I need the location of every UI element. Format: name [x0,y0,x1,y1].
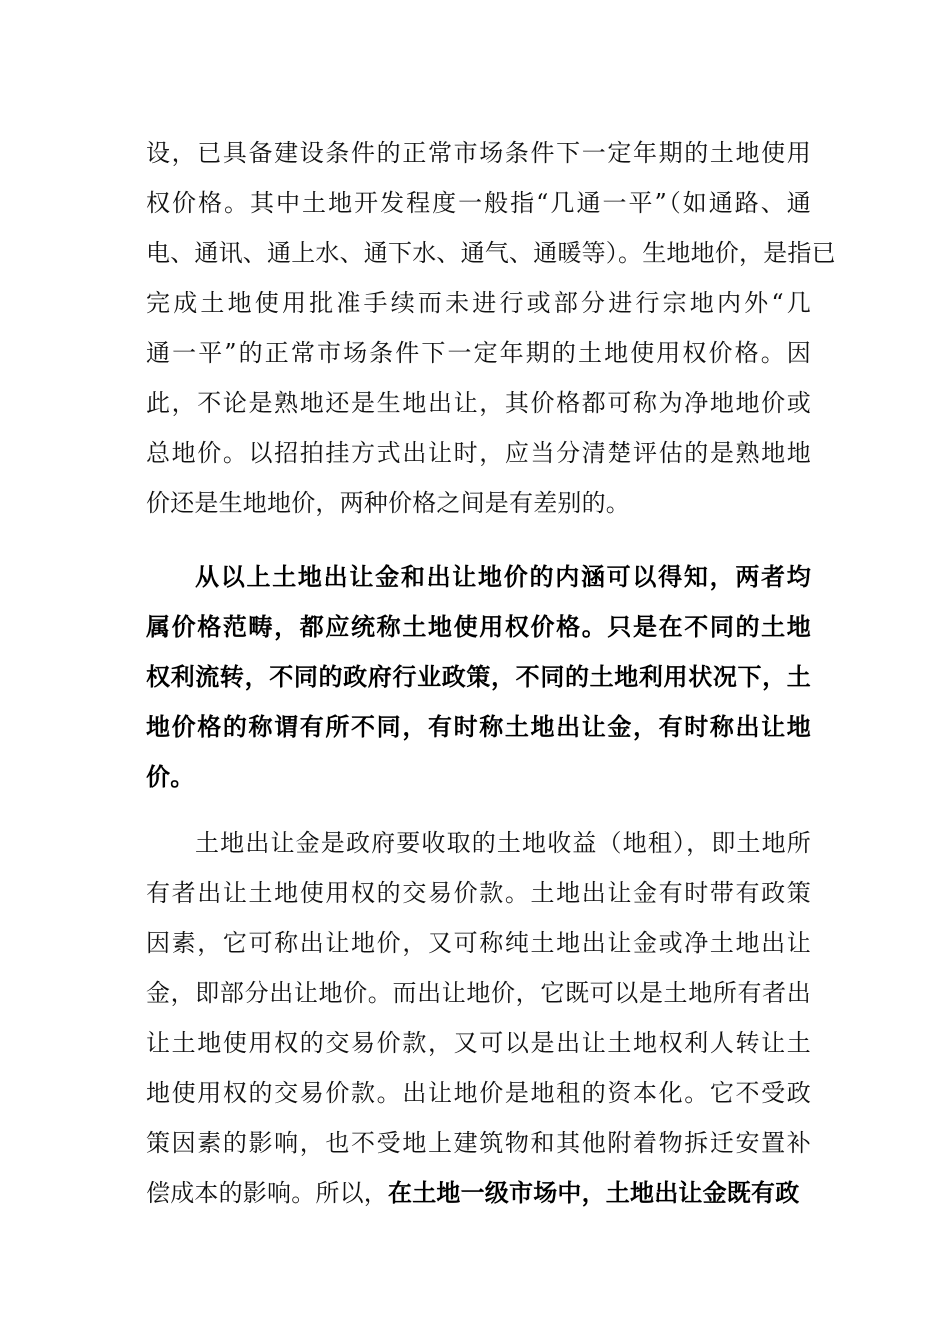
text-line: 因素，它可称出让地价，又可称纯土地出让金或净土地出让 [146,929,811,957]
text-line: 总地价。以招拍挂方式出让时，应当分清楚评估的是熟地地 [146,439,811,467]
text-line: 从以上土地出让金和出让地价的内涵可以得知，两者均 [195,562,811,591]
paragraph-bold-summary [146,552,811,802]
text-segment: 偿成本的影响。所以， [146,1179,388,1207]
paragraph-land-price-definition [146,128,836,528]
text-line: 通一平”的正常市场条件下一定年期的土地使用权价格。因 [146,339,811,367]
text-line: 权利流转，不同的政府行业政策，不同的土地利用状况下，土 [146,662,811,691]
text-line: 设，已具备建设条件的正常市场条件下一定年期的土地使用 [146,139,811,167]
text-line: 价。 [146,762,195,791]
paragraph-land-transfer-fee [146,818,811,1218]
text-line: 金，即部分出让地价。而出让地价，它既可以是土地所有者出 [146,979,811,1007]
text-line: 电、通讯、通上水、通下水、通气、通暖等）。生地地价，是指已 [146,239,836,267]
text-line-mixed [146,1168,811,1218]
text-line: 策因素的影响，也不受地上建筑物和其他附着物拆迁安置补 [146,1129,811,1157]
text-line: 地使用权的交易价款。出让地价是地租的资本化。它不受政 [146,1079,811,1107]
text-line: 价还是生地地价，两种价格之间是有差别的。 [146,489,630,517]
text-line: 地价格的称谓有所不同，有时称土地出让金，有时称出让地 [146,712,811,741]
text-line: 此，不论是熟地还是生地出让，其价格都可称为净地地价或 [146,389,811,417]
text-line: 有者出让土地使用权的交易价款。土地出让金有时带有政策 [146,879,811,907]
text-line: 权价格。其中土地开发程度一般指“几通一平”（如通路、通 [146,189,811,217]
bold-text-segment: 在土地一级市场中，土地出让金既有政 [388,1178,800,1207]
text-line: 土地出让金是政府要收取的土地收益（地租），即土地所 [195,829,811,857]
text-line: 完成土地使用批准手续而未进行或部分进行宗地内外“几 [146,289,811,317]
text-line: 让土地使用权的交易价款，又可以是出让土地权利人转让土 [146,1029,811,1057]
text-line: 属价格范畴，都应统称土地使用权价格。只是在不同的土地 [146,612,811,641]
